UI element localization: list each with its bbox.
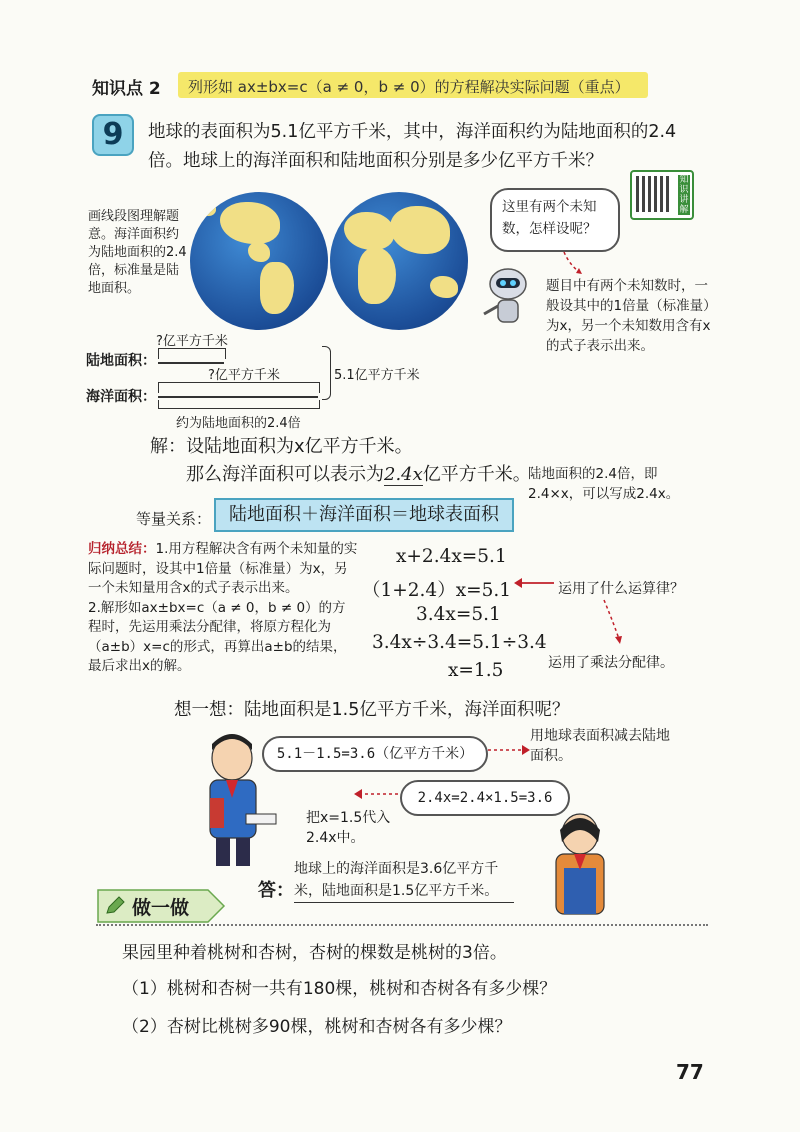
girl-illustration: [540, 808, 620, 918]
globe-africa-image: [330, 192, 468, 330]
solution-line-2: [186, 460, 531, 486]
exercise-question-2: （2）杏树比桃树多90棵，桃树和杏树各有多少棵？: [122, 1017, 512, 1037]
equation-line: x+2.4x=5.1: [396, 546, 507, 567]
section-divider: [96, 924, 708, 926]
total-area-label: 5.1亿平方千米: [334, 368, 420, 383]
land-area-label: 陆地面积：: [86, 353, 156, 369]
speech-bubble-subtraction: 5.1－1.5=3.6（亿平方千米）: [262, 736, 488, 772]
equivalence-label: 等量关系：: [136, 510, 212, 528]
right-arrow-icon: [486, 740, 532, 756]
speech-bubble-substitution: 2.4x=2.4×1.5=3.6: [400, 780, 570, 816]
ocean-area-label: 海洋面积：: [86, 389, 156, 405]
ocean-segment-bar: [158, 396, 318, 398]
answer-label: 答：: [258, 880, 294, 901]
think-question: 想一想：陆地面积是1.5亿平方千米，海洋面积呢？: [174, 700, 570, 720]
page-number: 77: [676, 1060, 704, 1084]
summary-point-1: 1.用方程解决含有两个未知量的实际问题时，设其中1倍量（标准量）为x，另一个未知量用含x的式子表示出来。: [88, 541, 358, 596]
left-arrow-icon: [512, 576, 556, 590]
land-segment-brace: [158, 348, 226, 359]
do-it-title: 做一做: [132, 897, 190, 919]
ratio-note-label: 约为陆地面积的2.4倍: [176, 416, 301, 431]
operation-law-question: 运用了什么运算律？: [558, 581, 684, 597]
diagram-hint-note: 画线段图理解题意。海洋面积约为陆地面积的2.4倍，标准量是陆地面积。: [88, 209, 187, 296]
solution-line-2-prefix: 那么海洋面积可以表示为: [186, 464, 384, 485]
knowledge-point-label: 知识点 2: [92, 79, 161, 99]
summary-point-2: 2.解形如ax±bx=c（a ≠ 0，b ≠ 0）的方程时，先运用乘法分配律，将原方程化为（a±b）x=c的形式，再算出a±b的结果，最后求出x的解。: [88, 599, 347, 674]
equation-line: 3.4x÷3.4=5.1÷3.4: [372, 632, 547, 653]
total-brace: [322, 346, 331, 400]
equivalence-relation: 陆地面积＋海洋面积＝地球表面积: [214, 498, 514, 532]
substitution-note: 把x=1.5代入2.4x中。: [306, 810, 391, 846]
example-number-badge: 9: [92, 114, 134, 156]
summary-title: 归纳总结：: [88, 541, 156, 557]
equation-line: （1+2.4）x=5.1: [362, 580, 512, 601]
left-dashed-arrow-icon: [350, 786, 400, 802]
dashed-arrow-icon: [600, 598, 630, 648]
qr-code[interactable]: [630, 170, 694, 220]
qr-pattern-icon: [636, 176, 672, 212]
knowledge-point-title: 列形如 ax±bx=c（a ≠ 0，b ≠ 0）的方程解决实际问题（重点）: [188, 78, 630, 96]
robot-icon: [478, 262, 538, 332]
ocean-question-label: ?亿平方千米: [208, 368, 280, 383]
equation-line: x=1.5: [448, 660, 504, 681]
ratio-brace: [158, 400, 320, 409]
tip-arrow-icon: [560, 250, 590, 278]
ocean-segment-brace: [158, 382, 320, 393]
exercise-stem: 果园里种着桃树和杏树，杏树的棵数是桃树的3倍。: [122, 943, 507, 963]
solution-line-2-suffix: 亿平方千米。: [422, 464, 531, 485]
robot-speech-bubble: 这里有两个未知数，怎样设呢？: [490, 188, 620, 252]
subtraction-note: 用地球表面积减去陆地面积。: [530, 728, 670, 764]
example-problem-text: 地球的表面积为5.1亿平方千米，其中，海洋面积约为陆地面积的2.4倍。地球上的海洋面积和陆地面积分别是多少亿平方千米？: [148, 122, 677, 171]
do-it-header: [96, 888, 226, 924]
answer-text: 地球上的海洋面积是3.6亿平方千米，陆地面积是1.5亿平方千米。: [294, 858, 514, 903]
globe-americas-image: [190, 192, 328, 330]
equation-line: 3.4x=5.1: [416, 604, 501, 625]
operation-law-answer: 运用了乘法分配律。: [548, 655, 674, 671]
exercise-question-1: （1）桃树和杏树一共有180棵，桃树和杏树各有多少棵？: [122, 979, 557, 999]
ocean-expression: 2.4x: [384, 464, 423, 485]
expression-note: 陆地面积的2.4倍，即2.4×x，可以写成2.4x。: [528, 466, 680, 502]
solution-line-1: 解：设陆地面积为x亿平方千米。: [150, 436, 413, 457]
land-question-label: ?亿平方千米: [156, 334, 228, 349]
summary-box: [88, 540, 358, 677]
pencil-icon: [104, 896, 126, 916]
qr-tag: 知识讲解: [679, 175, 689, 215]
robot-tip-text: 题目中有两个未知数时，一般设其中的1倍量（标准量）为x，另一个未知数用含有x的式子表示出来。: [546, 278, 711, 354]
